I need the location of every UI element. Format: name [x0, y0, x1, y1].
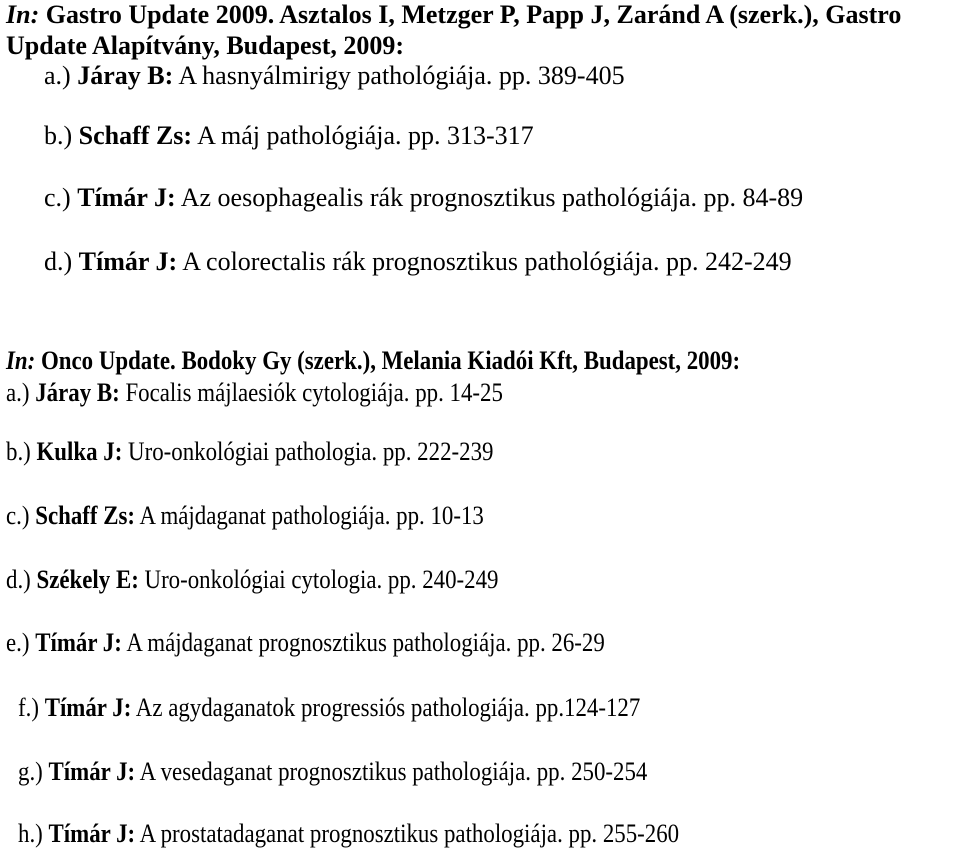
- item-title: Az agydaganatok progressiós pathologiája. pp.124-127: [135, 693, 641, 722]
- reference-item: [44, 121, 534, 151]
- item-title: A colorectalis rák prognosztikus pathológiája. pp. 242-249: [182, 247, 792, 276]
- item-marker: d.): [44, 247, 73, 276]
- section2-in-label: In:: [6, 346, 36, 375]
- section1-heading-text: Gastro Update 2009. Asztalos I, Metzger P, Papp J, Zaránd A (szerk.), Gastro: [45, 0, 902, 29]
- item-title: A prostatadaganat prognosztikus pathologiája. pp. 255-260: [139, 819, 680, 848]
- item-title: A vesedaganat prognosztikus pathologiája. pp. 250-254: [139, 757, 648, 786]
- reference-item: [18, 757, 647, 787]
- reference-item: [6, 565, 498, 595]
- section1-heading-line1: [6, 0, 901, 30]
- item-author: Kulka J:: [36, 437, 123, 466]
- item-title: A májdaganat prognosztikus pathologiája. pp. 26-29: [126, 628, 605, 657]
- item-marker: d.): [6, 565, 31, 594]
- section1-in-label: In:: [6, 0, 40, 29]
- item-marker: b.): [44, 121, 73, 150]
- reference-item: [44, 61, 625, 91]
- item-title: Uro-onkológiai pathologia. pp. 222-239: [128, 437, 494, 466]
- reference-item: [44, 247, 792, 277]
- item-marker: a.): [6, 378, 30, 407]
- item-marker: a.): [44, 61, 71, 90]
- item-author: Tímár J:: [48, 757, 136, 786]
- item-title: A máj pathológiája. pp. 313-317: [197, 121, 534, 150]
- item-title: Focalis májlaesiók cytologiája. pp. 14-25: [125, 378, 503, 407]
- item-author: Székely E:: [36, 565, 139, 594]
- reference-item: [6, 501, 484, 531]
- item-author: Tímár J:: [48, 819, 136, 848]
- reference-item: [44, 183, 803, 213]
- item-marker: h.): [18, 819, 43, 848]
- reference-item: [18, 819, 679, 849]
- item-author: Járay B:: [77, 61, 174, 90]
- item-author: Schaff Zs:: [78, 121, 193, 150]
- reference-item: [6, 378, 503, 408]
- item-author: Tímár J:: [78, 247, 178, 276]
- item-author: Tímár J:: [77, 183, 176, 212]
- section2-heading-text: Onco Update. Bodoky Gy (szerk.), Melania Kiadói Kft, Budapest, 2009:: [40, 346, 741, 375]
- reference-item: [6, 437, 493, 467]
- item-author: Tímár J:: [35, 628, 122, 657]
- reference-item: [6, 628, 605, 658]
- item-author: Schaff Zs:: [35, 501, 136, 530]
- item-title: Uro-onkológiai cytologia. pp. 240-249: [144, 565, 499, 594]
- item-marker: f.): [18, 693, 39, 722]
- item-title: A májdaganat pathologiája. pp. 10-13: [139, 501, 484, 530]
- item-marker: c.): [44, 183, 71, 212]
- item-author: Járay B:: [35, 378, 120, 407]
- item-title: Az oesophagealis rák prognosztikus pathológiája. pp. 84-89: [180, 183, 804, 212]
- item-title: A hasnyálmirigy pathológiája. pp. 389-405: [178, 61, 625, 90]
- section1-heading-line2: Update Alapítvány, Budapest, 2009:: [6, 31, 405, 60]
- item-marker: c.): [6, 501, 30, 530]
- item-marker: g.): [18, 757, 43, 786]
- section2-heading: [6, 346, 740, 376]
- reference-item: [18, 693, 640, 723]
- item-marker: e.): [6, 628, 30, 657]
- item-author: Tímár J:: [44, 693, 132, 722]
- item-marker: b.): [6, 437, 31, 466]
